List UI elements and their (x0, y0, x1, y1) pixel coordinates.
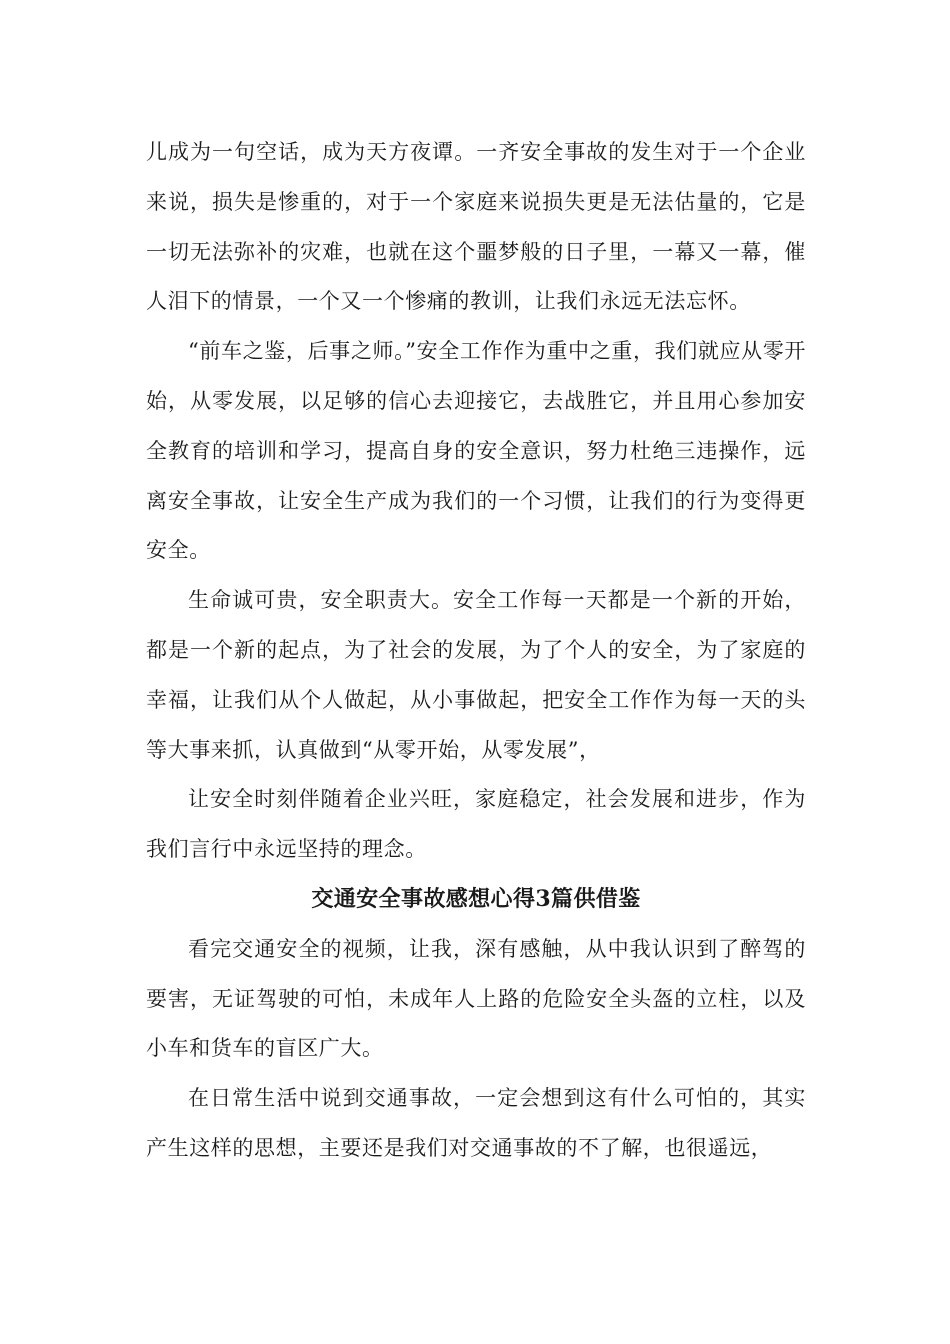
section-heading: 交通安全事故感想心得3篇供借鉴 (311, 885, 641, 912)
paragraph-continuation: 儿成为一句空话，成为天方夜谭。一齐安全事故的发生对于一个企业来说，损失是惨重的，对于一个家庭来说损失更是无法估量的，它是一切无法弥补的灾难，也就在这个噩梦般的日子里，一幕又一幕，催人泪下的情景，一个又一个惨痛的教训，让我们永远无法忘怀。 (146, 140, 806, 314)
paragraph-responsibility: 生命诚可贵，安全职责大。安全工作每一天都是一个新的开始，都是一个新的起点，为了社会的发展，为了个人的安全，为了家庭的幸福，让我们从个人做起，从小事做起，把安全工作作为每一天的头等大事来抓，认真做到“从零开始，从零发展”， (146, 588, 806, 762)
paragraph-closing: 让安全时刻伴随着企业兴旺，家庭稳定，社会发展和进步，作为我们言行中永远坚持的理念。 (146, 787, 806, 862)
paragraph-daily-life: 在日常生活中说到交通事故，一定会想到这有什么可怕的，其实产生这样的思想，主要还是我们对交通事故的不了解，也很遥远， (146, 1086, 806, 1160)
paragraph-lesson: “前车之鉴，后事之师。”安全工作作为重中之重，我们就应从零开始，从零发展，以足够的信心去迎接它，去战胜它，并且用心参加安全教育的培训和学习，提高自身的安全意识，努力杜绝三违操作，远离安全事故，让安全生产成为我们的一个习惯，让我们的行为变得更安全。 (146, 339, 806, 563)
paragraph-video-reflection: 看完交通安全的视频，让我，深有感触，从中我认识到了醉驾的要害，无证驾驶的可怕，未成年人上路的危险安全头盔的立柱，以及小车和货车的盲区广大。 (146, 936, 806, 1061)
document-page (146, 128, 806, 1174)
